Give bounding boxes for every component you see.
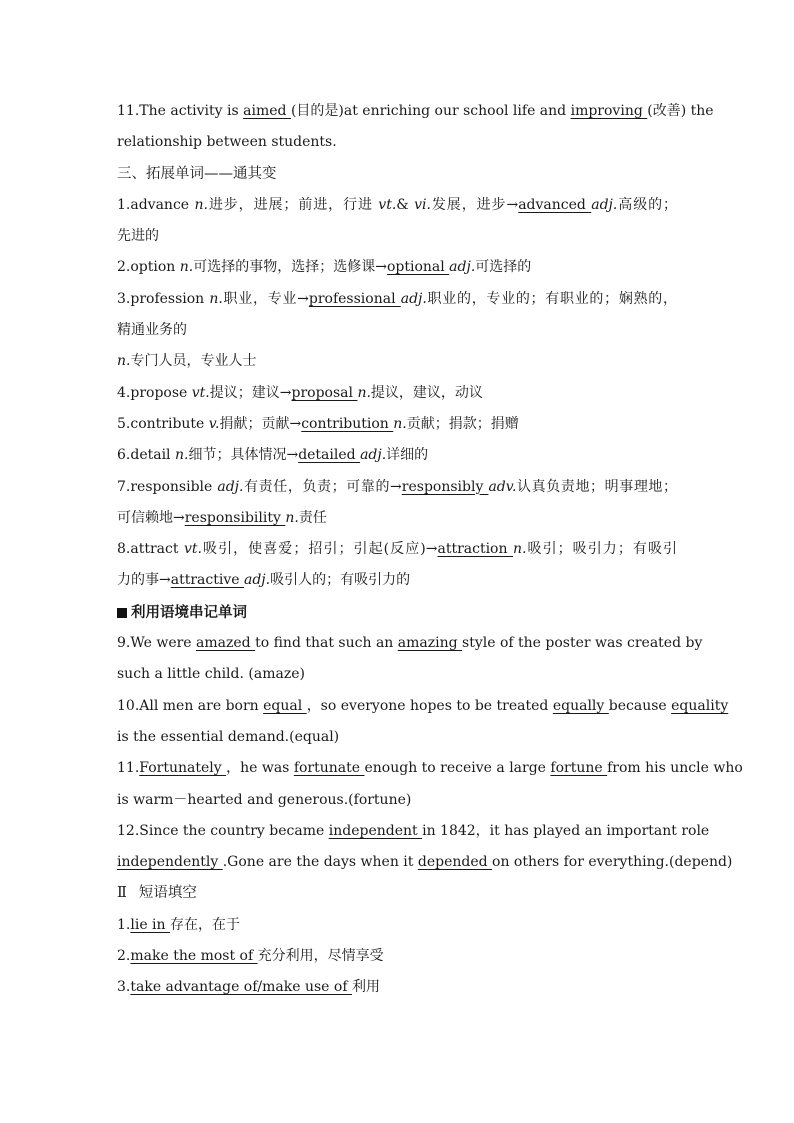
answer-blank: Fortunately: [139, 760, 227, 777]
text: ，so everyone hopes to be treated: [306, 697, 553, 714]
text: 职业，专业→: [222, 290, 309, 307]
text: 贡献；捐款；捐赠: [406, 415, 519, 432]
text: 利用: [351, 979, 380, 996]
phrase-3: [117, 972, 677, 1003]
answer-blank: responsibly: [401, 478, 489, 495]
context-heading: [117, 597, 677, 628]
worksheet-page: [117, 96, 743, 1004]
text: 充分利用，尽情享受: [257, 948, 384, 965]
word-1-line-2: [117, 221, 677, 252]
text: 细节；具体情况→: [188, 447, 299, 464]
part-of-speech: n.: [357, 384, 371, 401]
word-7-line-2: [117, 503, 677, 534]
text: 8.attract: [117, 541, 184, 558]
text: (目的是)at enriching our school life and: [290, 103, 571, 119]
text: .Gone are the days when it: [222, 854, 418, 871]
answer-blank: proposal: [291, 384, 358, 401]
text: such a little child. (amaze): [117, 666, 305, 683]
part-of-speech: adj.: [400, 290, 427, 307]
text: enough to receive a large: [364, 760, 551, 777]
text: ，he was: [226, 760, 294, 777]
text: 可信赖地→: [117, 509, 185, 526]
text: 3.profession: [117, 290, 210, 307]
text: 吸引人的；有吸引力的: [270, 572, 411, 589]
part-of-speech: adj.: [591, 196, 618, 213]
text: &: [396, 196, 415, 213]
heading-text: 短语填空: [138, 885, 197, 902]
word-3-line-1: [117, 284, 677, 315]
answer-blank: amazed: [196, 635, 256, 652]
text: 认真负责地；明事理地；: [516, 478, 678, 495]
word-6: [117, 440, 677, 471]
text: style of the poster was created by: [462, 635, 703, 652]
text: 11.: [117, 760, 140, 777]
answer-blank: make the most of: [130, 948, 258, 965]
text: 6.detail: [117, 447, 175, 464]
word-3-line-3: [117, 346, 677, 377]
text: 详细的: [386, 447, 429, 464]
word-4: [117, 378, 677, 409]
part-of-speech: adj.: [243, 572, 271, 589]
part-of-speech: n.: [117, 353, 131, 370]
text: from his uncle who: [607, 760, 743, 777]
text: 2.option: [117, 259, 180, 276]
text: is warm－hearted and generous.(fortune): [117, 791, 412, 808]
text: 9.We were: [117, 635, 197, 652]
word-8-line-1: [117, 534, 677, 565]
answer-blank: fortune: [550, 760, 608, 777]
part-of-speech: adj.: [217, 478, 244, 495]
text: 有责任，负责；可靠的→: [243, 478, 402, 495]
part-of-speech: n.: [179, 259, 194, 276]
part-of-speech: n.: [209, 290, 223, 307]
text: in 1842，it has played an important role: [422, 822, 710, 839]
text: relationship between students.: [117, 134, 337, 151]
part-of-speech: n.: [194, 196, 208, 213]
text: 2.: [117, 948, 131, 965]
question-11-line-1: [117, 96, 714, 127]
text: 1.advance: [117, 196, 195, 213]
answer-blank: professional: [308, 290, 401, 307]
text: because: [608, 697, 672, 714]
answer-blank: responsibility: [184, 509, 286, 526]
part-of-speech: n.: [174, 447, 189, 464]
question-10-line-2: [117, 722, 677, 753]
question-12-line-1: [117, 816, 710, 847]
text: 发展，进步→: [430, 196, 519, 213]
part-of-speech: n.: [285, 509, 299, 526]
text: 提议；建议→: [209, 384, 292, 401]
text: 高级的；: [617, 196, 678, 213]
text: to find that such an: [255, 635, 398, 652]
text: 5.contribute: [117, 415, 209, 432]
text: 可选择的事物，选择；选修课→: [193, 259, 387, 276]
part-of-speech: adj.: [360, 447, 387, 464]
part-of-speech: vi.: [414, 196, 431, 213]
answer-blank: independent: [328, 822, 423, 839]
answer-blank: detailed: [298, 447, 361, 464]
heading-text: 利用语境串记单词: [131, 603, 247, 621]
answer-blank: lie in: [130, 916, 170, 933]
roman-numeral: Ⅱ: [117, 885, 127, 902]
text: is the essential demand.(equal): [117, 728, 340, 745]
section-3-heading: 三、拓展单词——通其变: [117, 165, 277, 182]
text: on others for everything.(depend): [492, 854, 733, 871]
question-10-line-1: [117, 691, 729, 722]
word-3-line-2: [117, 315, 677, 346]
answer-blank: advanced: [518, 196, 592, 213]
text: 进步，进展；前进，行进: [207, 196, 379, 213]
question-11-line-2: [117, 127, 677, 158]
answer-blank: amazing: [397, 635, 463, 652]
part-of-speech: adv.: [488, 478, 517, 495]
phrase-1: [117, 910, 677, 941]
answer-blank: attraction: [437, 541, 513, 558]
answer-blank: fortunate: [293, 760, 365, 777]
text: 捐献；贡献→: [219, 415, 302, 432]
text: 专门人员，专业人士: [130, 353, 257, 370]
text: 职业的，专业的；有职业的；娴熟的，: [426, 290, 678, 307]
word-1-line-1: [117, 190, 677, 221]
square-bullet-icon: [117, 608, 127, 618]
text: 3.: [117, 979, 131, 996]
question-9-line-1: [117, 628, 703, 659]
answer-blank: contribution: [301, 415, 394, 432]
text: 12.Since the country became: [117, 822, 329, 839]
text: 吸引，使喜爱；招引；引起(反应)→: [201, 541, 438, 558]
part-of-speech: adj.: [449, 259, 476, 276]
text: 10.All men are born: [117, 697, 264, 714]
question-11b-line-1: [117, 753, 743, 784]
answer-blank: independently: [117, 854, 223, 871]
text: 存在，在于: [170, 916, 240, 933]
text: (改善) the: [647, 103, 714, 119]
text: 责任: [298, 509, 327, 526]
text: 可选择的: [475, 259, 532, 276]
text: 7.responsible: [117, 478, 218, 495]
answer-blank: aimed: [243, 103, 291, 119]
answer-blank: improving: [570, 103, 648, 119]
text: 力的事→: [117, 572, 171, 589]
question-9-line-2: [117, 659, 677, 690]
part-of-speech: vt.: [183, 541, 202, 558]
text: 精通业务的: [117, 322, 187, 339]
answer-blank: take advantage of/make use of: [130, 979, 352, 996]
part-of-speech: n.: [393, 415, 407, 432]
part-of-speech: vt.: [191, 384, 210, 401]
word-5: [117, 409, 677, 440]
text: 11.The activity is: [117, 103, 244, 119]
text: 4.propose: [117, 384, 192, 401]
answer-blank: attractive: [170, 572, 244, 589]
answer-blank: equally: [552, 697, 609, 714]
question-11b-line-2: [117, 785, 677, 816]
section-2-heading: [117, 878, 677, 909]
word-7-line-1: [117, 472, 677, 503]
text: 1.: [117, 916, 131, 933]
text: 吸引；吸引力；有吸引: [526, 541, 677, 558]
answer-blank: optional: [386, 259, 450, 276]
part-of-speech: n.: [513, 541, 527, 558]
text: 提议，建议，动议: [370, 384, 483, 401]
text: 先进的: [117, 228, 159, 245]
part-of-speech: vt.: [378, 196, 397, 213]
part-of-speech: v.: [208, 415, 220, 432]
phrase-2: [117, 941, 677, 972]
answer-blank: depended: [417, 854, 493, 871]
answer-blank: equal: [263, 697, 307, 714]
answer-blank: equality: [671, 697, 729, 714]
word-2: [117, 252, 677, 283]
word-8-line-2: [117, 565, 677, 596]
question-12-line-2: [117, 847, 733, 878]
